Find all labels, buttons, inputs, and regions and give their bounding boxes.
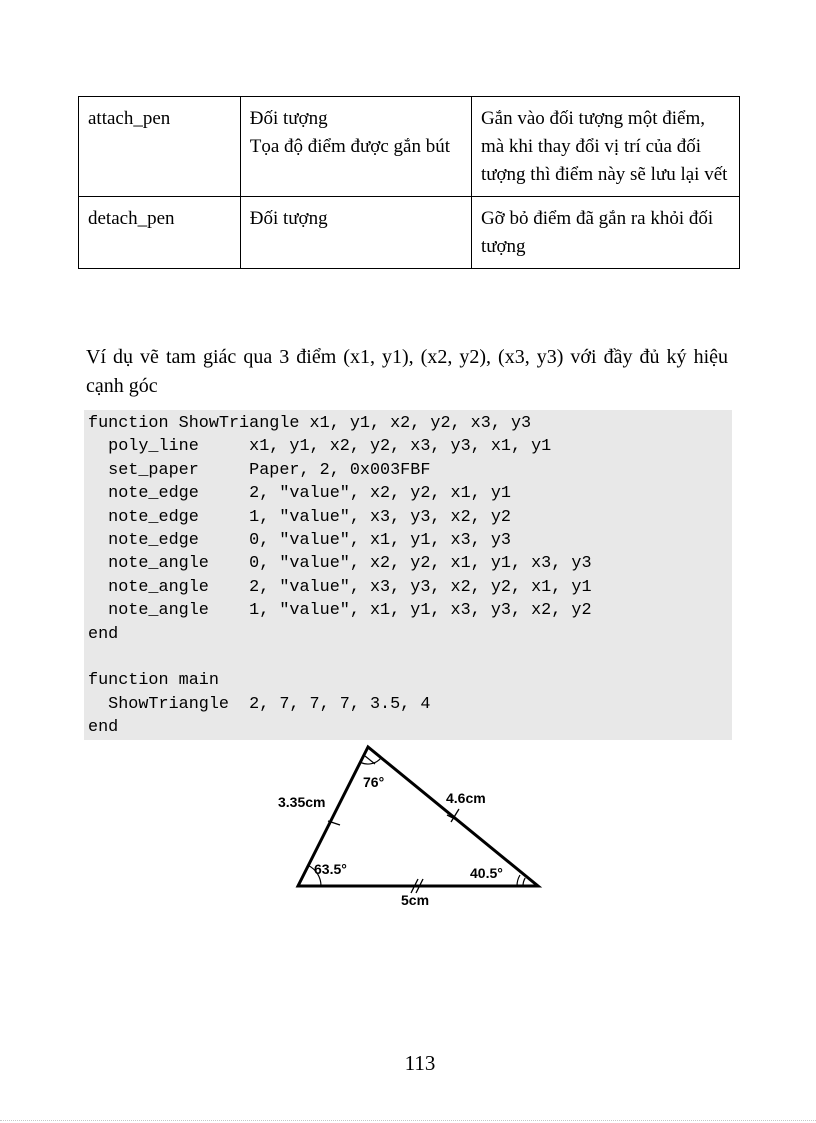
table-row [79,197,740,269]
code-line [88,646,732,669]
edge-label: 3.35cm [278,794,326,810]
code-line: end [88,718,119,738]
code-line: note_edge 2, "value", x2, y2, x1, y1 [88,484,511,504]
code-line: note_angle 0, "value", x2, y2, x1, y1, x3, y3 [88,554,592,574]
code-line: function ShowTriangle x1, y1, x2, y2, x3, y3 [88,414,532,433]
angle-label: 40.5° [470,865,503,881]
function-description-cell: Gắn vào đối tượng một điểm, mà khi thay đổi vị trí của đối tượng thì điểm này sẽ lưu lại vết [471,97,739,197]
code-line: ShowTriangle 2, 7, 7, 7, 3.5, 4 [88,694,431,714]
page-divider [0,1120,816,1121]
angle-label: 63.5° [314,861,347,877]
param-text: Tọa độ điểm được gắn bút [249,136,451,157]
edge-label: 4.6cm [446,790,486,806]
code-line: note_edge 1, "value", x3, y3, x2, y2 [88,507,511,527]
code-line: set_paper Paper, 2, 0x003FBF [88,460,431,480]
function-description-cell: Gỡ bỏ điểm đã gắn ra khỏi đối tượng [471,197,739,269]
intro-paragraph: Ví dụ vẽ tam giác qua 3 điểm (x1, y1), (x2, y2), (x3, y3) với đầy đủ ký hiệu cạnh góc [86,346,728,397]
code-line: note_angle 1, "value", x1, y1, x3, y3, x2, y2 [88,601,592,621]
code-line: poly_line x1, y1, x2, y2, x3, y3, x1, y1 [88,437,552,457]
function-params-cell [240,97,471,197]
function-table [78,96,740,269]
angle-mark-top [365,756,375,764]
code-block [84,410,732,740]
table-row [79,97,740,197]
param-text: Đối tượng [249,108,328,129]
code-line: note_angle 2, "value", x3, y3, x2, y2, x1, y1 [88,577,592,597]
angle-arc-right-outer [517,875,520,886]
edge-label: 5cm [401,892,430,908]
code-line: function main [88,671,219,691]
page-number: 113 [404,1051,436,1075]
param-text: Đối tượng [249,208,328,229]
function-name-cell: attach_pen [79,97,241,197]
function-name-cell: detach_pen [79,197,241,269]
triangle-figure [270,742,550,912]
code-line: end [88,624,119,644]
angle-label: 76° [363,774,385,790]
code-line: note_edge 0, "value", x1, y1, x3, y3 [88,530,511,550]
function-params-cell [240,197,471,269]
